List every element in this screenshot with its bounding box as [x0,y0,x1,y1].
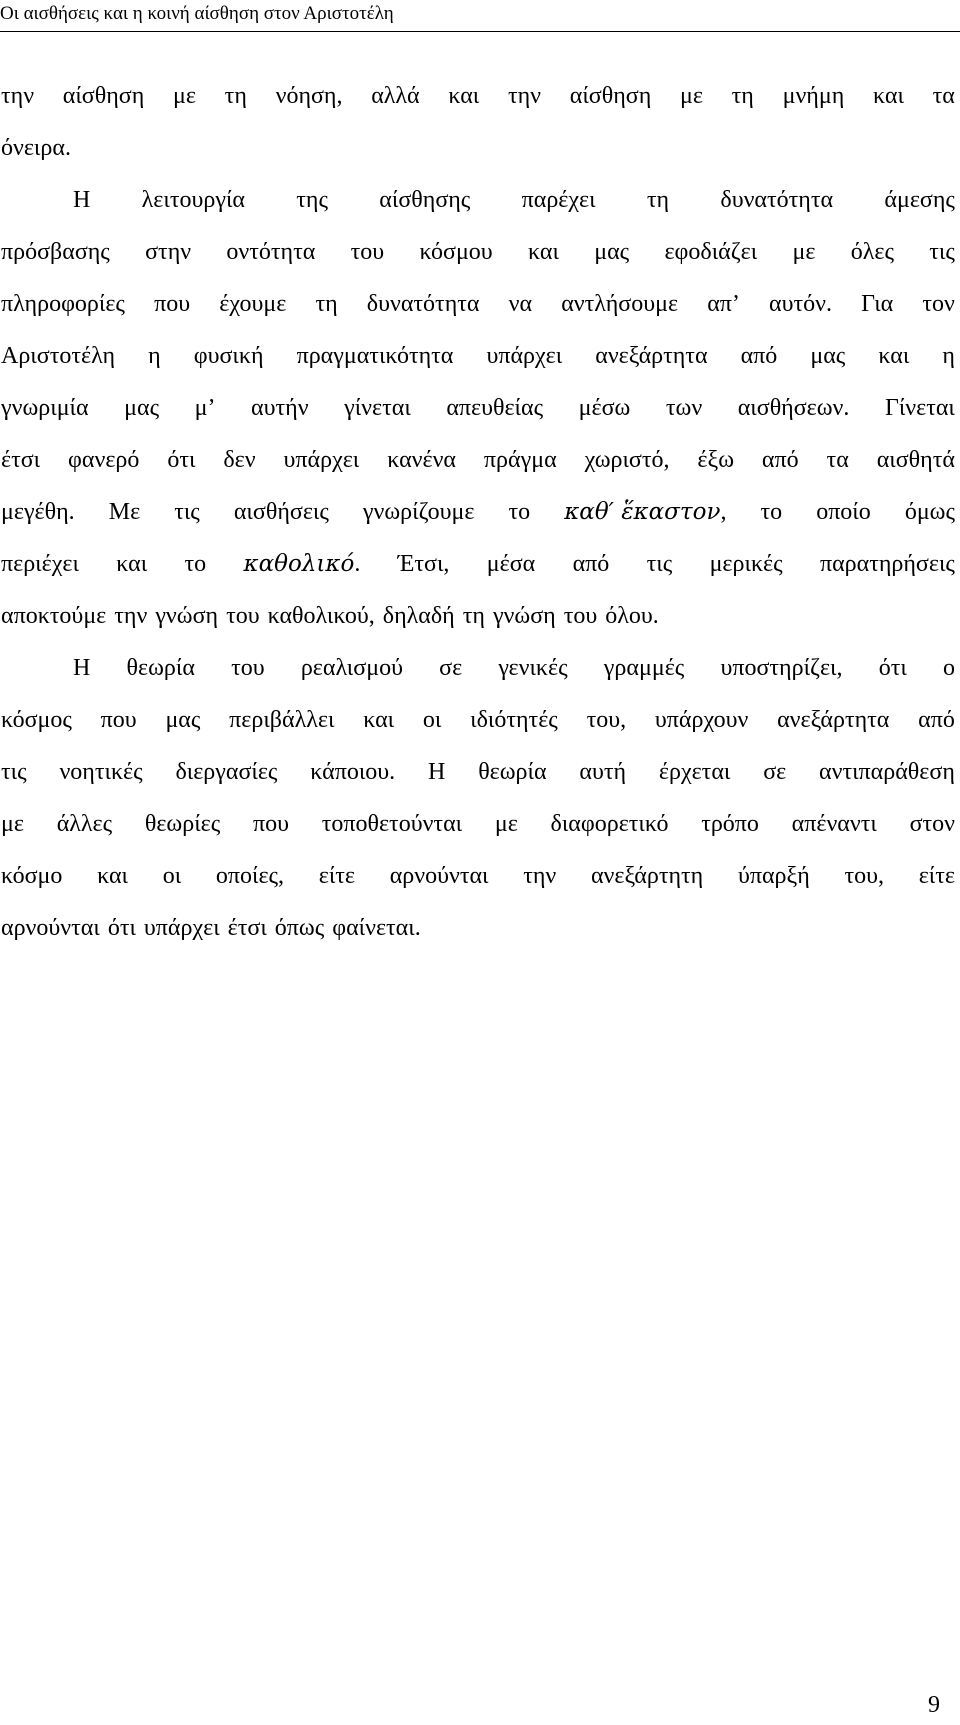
text-line: μεγέθη. Με τις αισθήσεις γνωρίζουμε το καθ′ ἕκαστον, το οποίο όμως [1,499,955,525]
text-line: κόσμο και οι οποίες, είτε αρνούνται την ανεξάρτητη ύπαρξή του, είτε [1,863,955,889]
text-line: Η λειτουργία της αίσθησης παρέχει τη δυνατότητα άμεσης [73,187,955,213]
text-line: αρνούνται ότι υπάρχει έτσι όπως φαίνεται. [1,915,421,941]
body-text [1,70,955,954]
text-line: πρόσβασης στην οντότητα του κόσμου και μας εφοδιάζει με όλες τις [1,239,955,265]
text-line: περιέχει και το καθολικό. Έτσι, μέσα από τις μερικές παρατηρήσεις [1,551,955,577]
term-kath-ekaston: καθ′ ἕκαστον [564,499,721,525]
text-line: Η θεωρία του ρεαλισμού σε γενικές γραμμές υποστηρίζει, ότι ο [73,655,955,681]
text-line: την αίσθηση με τη νόηση, αλλά και την αίσθηση με τη μνήμη και τα [1,83,955,109]
text-line: με άλλες θεωρίες που τοποθετούνται με διαφορετικό τρόπο απέναντι στον [1,811,955,837]
text-line: πληροφορίες που έχουμε τη δυνατότητα να αντλήσουμε απ’ αυτόν. Για τον [1,291,955,317]
running-header: Οι αισθήσεις και η κοινή αίσθηση στον Αριστοτέλη [0,3,394,24]
term-katholiko: καθολικό [243,551,355,577]
text-line: έτσι φανερό ότι δεν υπάρχει κανένα πράγμα χωριστό, έξω από τα αισθητά [1,447,955,473]
text-line: αποκτούμε την γνώση του καθολικού, δηλαδή τη γνώση του όλου. [1,603,659,629]
text-line: Αριστοτέλη η φυσική πραγματικότητα υπάρχει ανεξάρτητα από μας και η [1,343,955,369]
text-line: γνωριμία μας μ’ αυτήν γίνεται απευθείας μέσω των αισθήσεων. Γίνεται [1,395,955,421]
text-line: κόσμος που μας περιβάλλει και οι ιδιότητές του, υπάρχουν ανεξάρτητα από [1,707,955,733]
page-number: 9 [928,1692,940,1718]
text-line: τις νοητικές διεργασίες κάποιου. Η θεωρία αυτή έρχεται σε αντιπαράθεση [1,759,955,785]
text-line: όνειρα. [1,135,71,161]
header-rule [0,31,960,32]
